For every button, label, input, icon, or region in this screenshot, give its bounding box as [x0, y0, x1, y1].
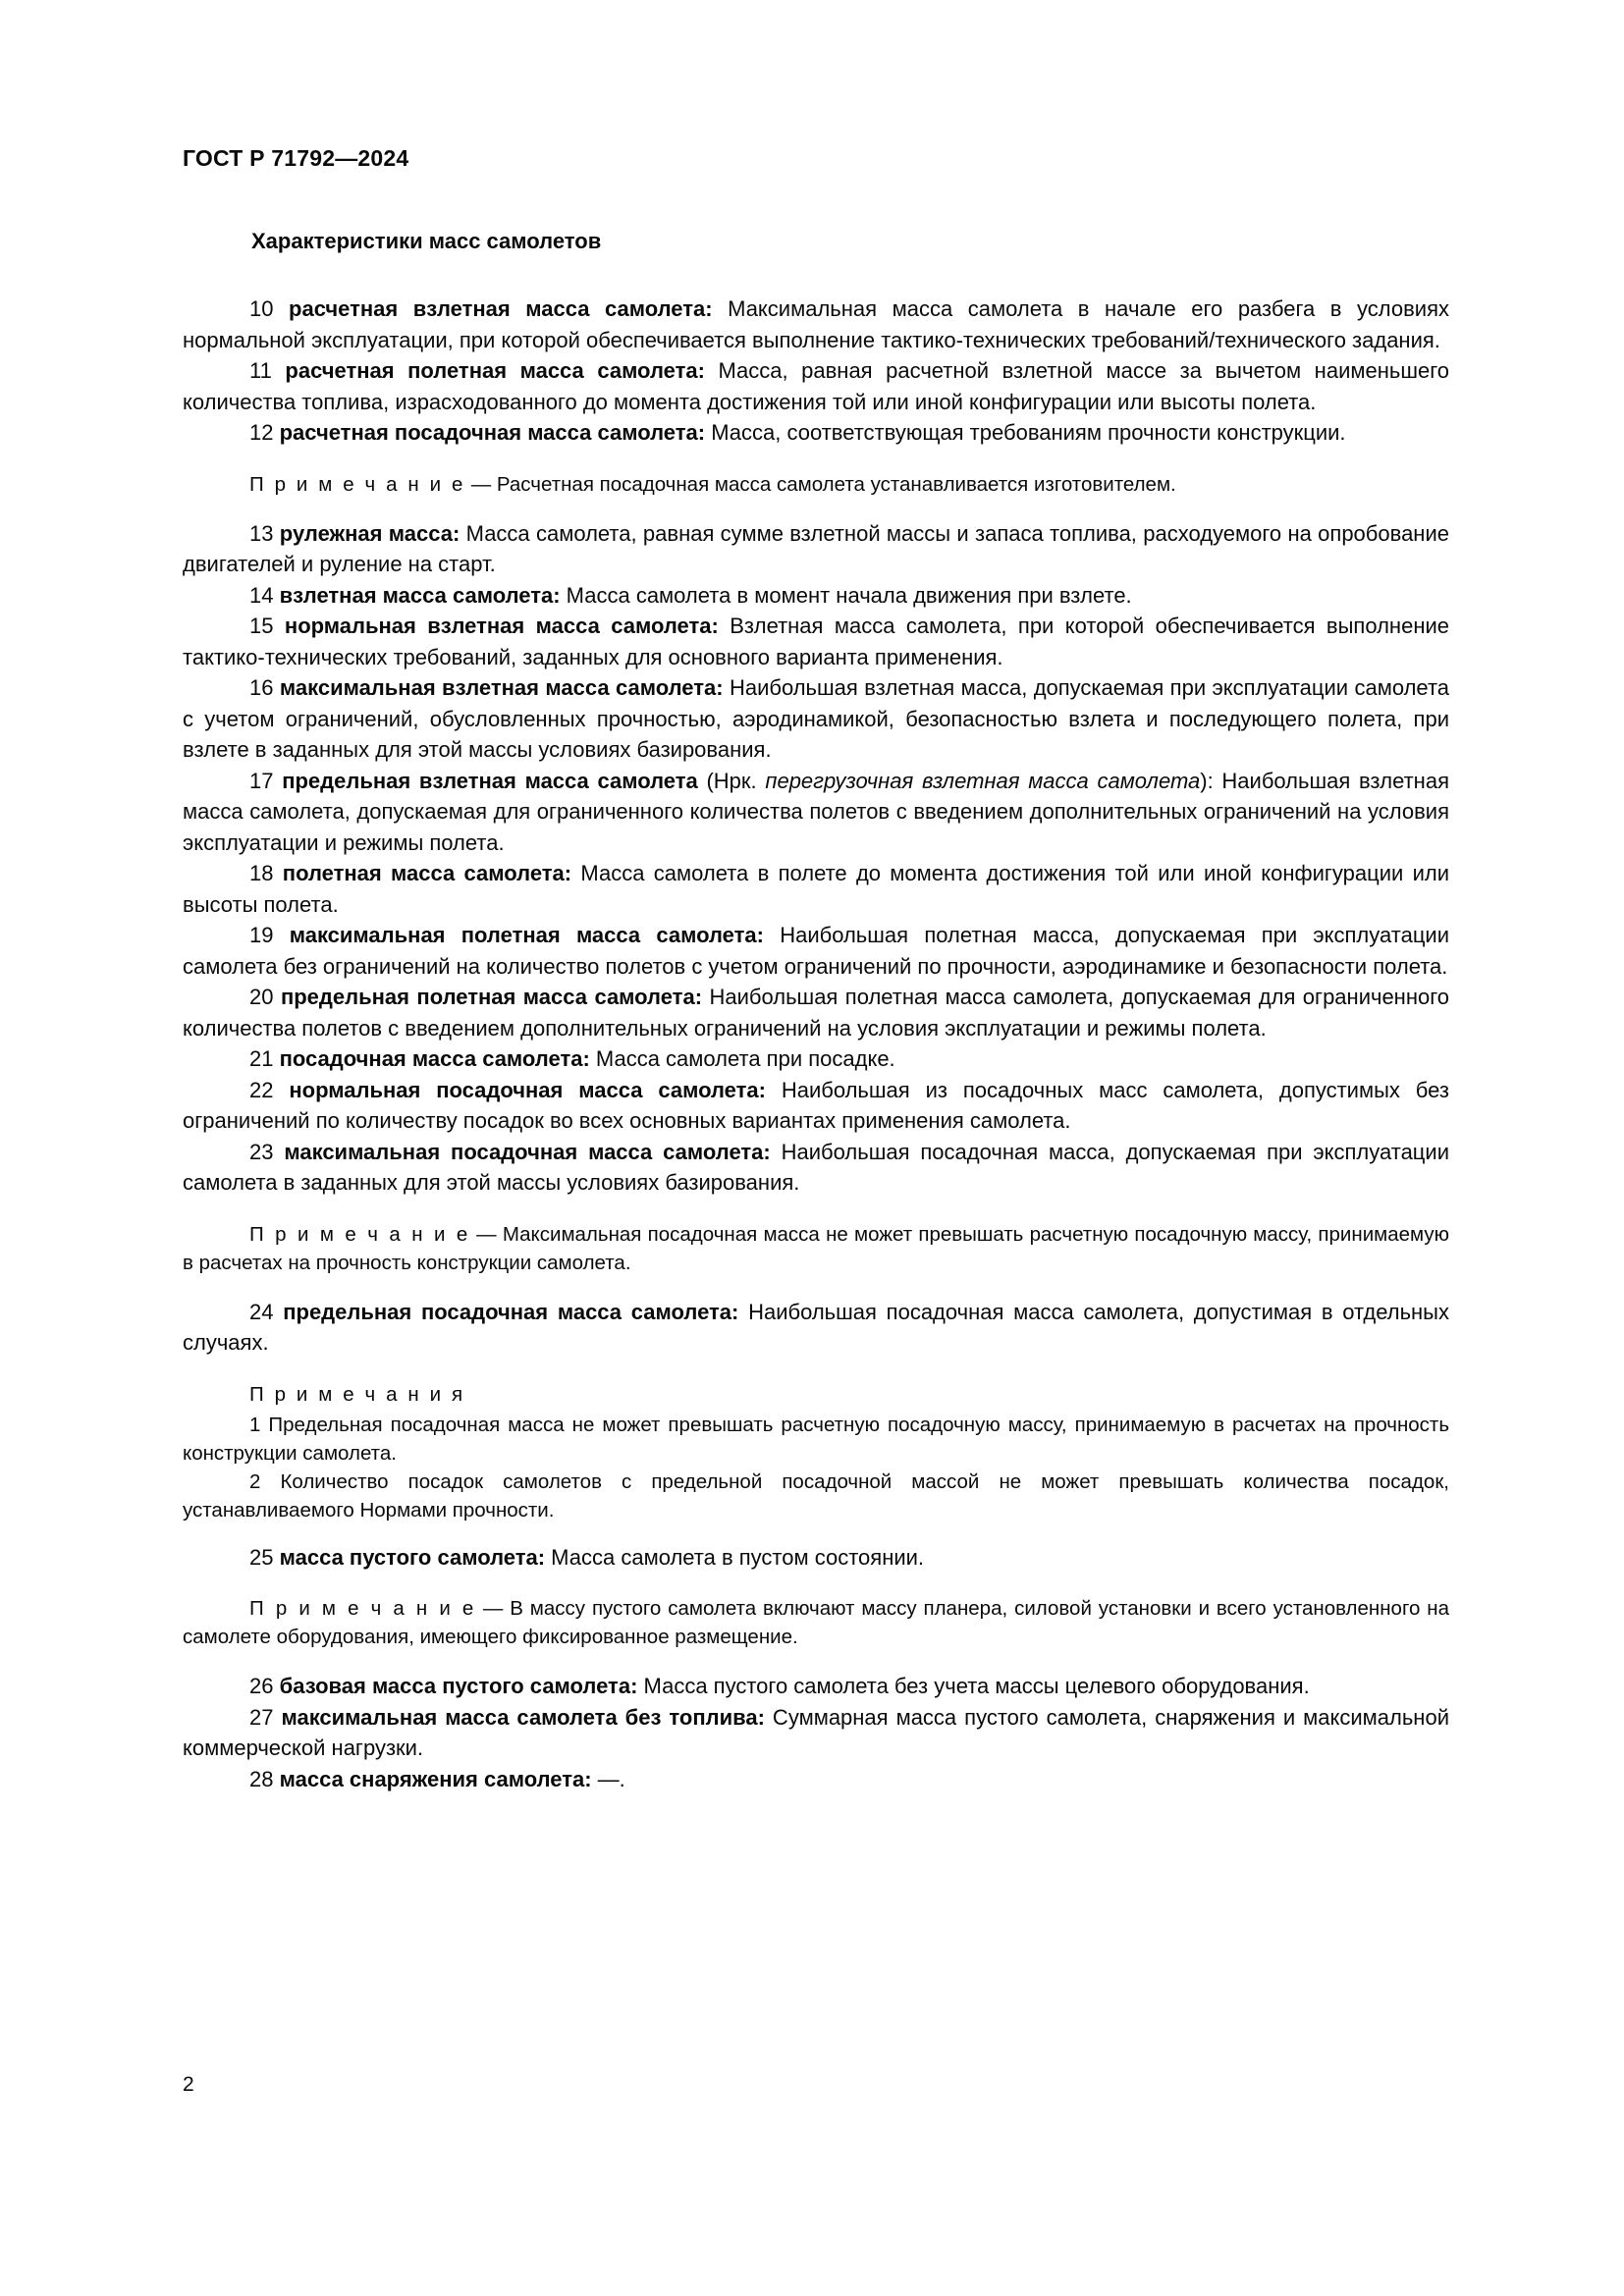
entry-term: расчетная полетная масса самолета: [285, 358, 705, 383]
entry-definition: Масса самолета при посадке. [589, 1046, 895, 1071]
term-entry-26 [183, 1671, 1449, 1702]
term-entry-23 [183, 1137, 1449, 1199]
entry-term: максимальная масса самолета без топлива: [281, 1704, 765, 1730]
entry-definition-pre: (Нрк. [697, 768, 766, 793]
entry-number: 22 [249, 1077, 274, 1102]
term-entry-11 [183, 355, 1449, 417]
term-entry-15 [183, 611, 1449, 672]
entry-definition: Масса самолета в пустом состоянии. [545, 1544, 925, 1570]
term-entry-24 [183, 1297, 1449, 1359]
entry-number: 11 [249, 358, 272, 383]
note-text: — Расчетная посадочная масса самолета устанавливается изготовителем. [465, 472, 1176, 496]
entry-number: 10 [249, 296, 274, 321]
entry-number: 12 [249, 420, 274, 445]
entry-term: полетная масса самолета: [282, 861, 572, 885]
entry-number: 24 [249, 1299, 274, 1324]
entry-term: масса пустого самолета: [279, 1544, 546, 1570]
note-item: 1 Предельная посадочная масса не может превышать расчетную посадочную массу, принимаемую в расчетах на прочность конструкции самолета. [183, 1413, 1449, 1465]
entry-number: 19 [249, 923, 274, 947]
entry-term: расчетная взлетная масса самолета: [289, 296, 713, 321]
entry-number: 26 [249, 1674, 274, 1698]
entry-definition: Наибольшая взлетная масса, допускаемая при эксплуатации самолета с учетом ограничений, обусловленных прочностью, аэродинамикой, безопасностью взлета и последующего полета, при взлете в заданных для этой массы условиях базирования. [183, 675, 1450, 762]
entry-definition: Масса самолета в полете до момента достижения той или иной конфигурации или высоты полета. [183, 861, 1449, 917]
note-for-entry-23 [183, 1220, 1449, 1277]
term-entry-13 [183, 518, 1449, 580]
term-entry-17 [183, 766, 1449, 859]
entry-definition-deprecated-term: перегрузочная взлетная масса самолета [765, 768, 1201, 793]
term-entry-16 [183, 672, 1449, 766]
note-for-entry-25 [183, 1594, 1449, 1651]
note-label: П р и м е ч а н и е [249, 1222, 470, 1246]
note-text: — Максимальная посадочная масса не может превышать расчетную посадочную массу, принимаемую в расчетах на прочность конструкции самолета. [183, 1222, 1449, 1274]
entry-number: 14 [249, 582, 274, 608]
entry-term: максимальная посадочная масса самолета: [284, 1139, 771, 1164]
entry-definition: Масса, соответствующая требованиям прочности конструкции. [705, 420, 1346, 445]
entry-number: 16 [249, 675, 274, 700]
term-entry-12 [183, 417, 1449, 449]
entry-number: 15 [249, 614, 274, 638]
entry-term: предельная полетная масса самолета: [280, 985, 703, 1009]
entry-number: 21 [249, 1046, 274, 1071]
entry-definition: Взлетная масса самолета, при которой обеспечивается выполнение тактико-технических требований, заданных для основного варианта применения. [183, 614, 1449, 669]
entry-definition: Наибольшая посадочная масса самолета, допустимая в отдельных случаях. [183, 1299, 1449, 1355]
entry-definition: Наибольшая полетная масса, допускаемая при эксплуатации самолета без ограничений на количество полетов с учетом ограничений по прочности, аэродинамике и безопасности полета. [183, 923, 1449, 979]
entry-term: масса снаряжения самолета: [279, 1766, 592, 1791]
entry-number: 25 [249, 1544, 274, 1570]
entry-term: максимальная взлетная масса самолета: [279, 675, 724, 700]
entry-number: 28 [249, 1766, 274, 1791]
entry-term: рулежная масса: [279, 520, 460, 546]
term-entry-19 [183, 920, 1449, 982]
term-entry-21 [183, 1043, 1449, 1075]
entry-term: нормальная посадочная масса самолета: [289, 1077, 766, 1102]
term-entry-25 [183, 1542, 1449, 1574]
entry-number: 20 [249, 985, 274, 1009]
note-item: 2 Количество посадок самолетов с предельной посадочной массой не может превышать количества посадок, устанавливаемого Нормами прочности. [183, 1469, 1449, 1522]
notes-for-entry-24 [183, 1380, 1449, 1524]
note-label: П р и м е ч а н и е [249, 1597, 476, 1620]
term-entry-22 [183, 1075, 1449, 1137]
entry-definition: Масса пустого самолета без учета массы целевого оборудования. [637, 1674, 1310, 1698]
entry-term: расчетная посадочная масса самолета: [279, 420, 706, 445]
entry-term: максимальная полетная масса самолета: [289, 923, 764, 947]
entry-definition: Суммарная масса пустого самолета, снаряжения и максимальной коммерческой нагрузки. [183, 1704, 1449, 1760]
document-standard-header: ГОСТ Р 71792—2024 [183, 145, 409, 171]
entry-number: 27 [249, 1704, 274, 1730]
term-entry-10 [183, 294, 1449, 355]
term-entry-20 [183, 982, 1449, 1043]
entry-definition: Масса, равная расчетной взлетной массе за вычетом наименьшего количества топлива, израсходованного до момента достижения той или иной конфигурации или высоты полета. [183, 358, 1449, 414]
entry-term: предельная взлетная масса самолета [282, 768, 698, 793]
entry-term: посадочная масса самолета: [279, 1046, 590, 1071]
entry-number: 13 [249, 520, 274, 546]
entry-term: предельная посадочная масса самолета: [283, 1299, 739, 1324]
entry-definition: Масса самолета в момент начала движения при взлете. [560, 582, 1132, 608]
entry-definition-post: ): Наибольшая взлетная масса самолета, допускаемая для ограниченного количества полетов с введением дополнительных ограничений на условия эксплуатации и режимы полета. [183, 768, 1449, 855]
entry-number: 18 [249, 861, 274, 885]
note-for-entry-12 [183, 470, 1449, 499]
section-title: Характеристики масс самолетов [251, 229, 602, 253]
entry-term: базовая масса пустого самолета: [279, 1674, 638, 1698]
term-entry-28 [183, 1764, 1449, 1795]
entry-number: 23 [249, 1139, 274, 1164]
entry-definition: Максимальная масса самолета в начале его разбега в условиях нормальной эксплуатации, при которой обеспечивается выполнение тактико-технических требований/технического задания. [183, 296, 1449, 352]
term-entry-18 [183, 858, 1449, 920]
page-number: 2 [183, 2073, 194, 2096]
entry-term: нормальная взлетная масса самолета: [284, 614, 719, 638]
entry-definition: Наибольшая полетная масса самолета, допускаемая для ограниченного количества полетов с введением дополнительных ограничений на условия эксплуатации и режимы полета. [183, 985, 1449, 1041]
page-content [183, 145, 1449, 1794]
note-label: П р и м е ч а н и е [249, 472, 465, 496]
term-entry-27 [183, 1702, 1449, 1764]
entry-term: взлетная масса самолета: [279, 582, 561, 608]
notes-label: П р и м е ч а н и я [249, 1382, 465, 1406]
entry-definition: Масса самолета, равная сумме взлетной массы и запаса топлива, расходуемого на опробование двигателей и руление на старт. [183, 520, 1449, 576]
note-text: — В массу пустого самолета включают массу планера, силовой установки и всего установленного на самолете оборудования, имеющего фиксированное размещение. [183, 1597, 1450, 1648]
entry-definition: Наибольшая посадочная масса, допускаемая при эксплуатации самолета в заданных для этой массы условиях базирования. [183, 1139, 1449, 1195]
entry-definition: Наибольшая из посадочных масс самолета, допустимых без ограничений по количеству посадок во всех основных вариантах применения самолета. [183, 1077, 1449, 1133]
entry-number: 17 [249, 768, 274, 793]
term-entry-14 [183, 580, 1449, 612]
entry-definition: —. [591, 1766, 625, 1791]
